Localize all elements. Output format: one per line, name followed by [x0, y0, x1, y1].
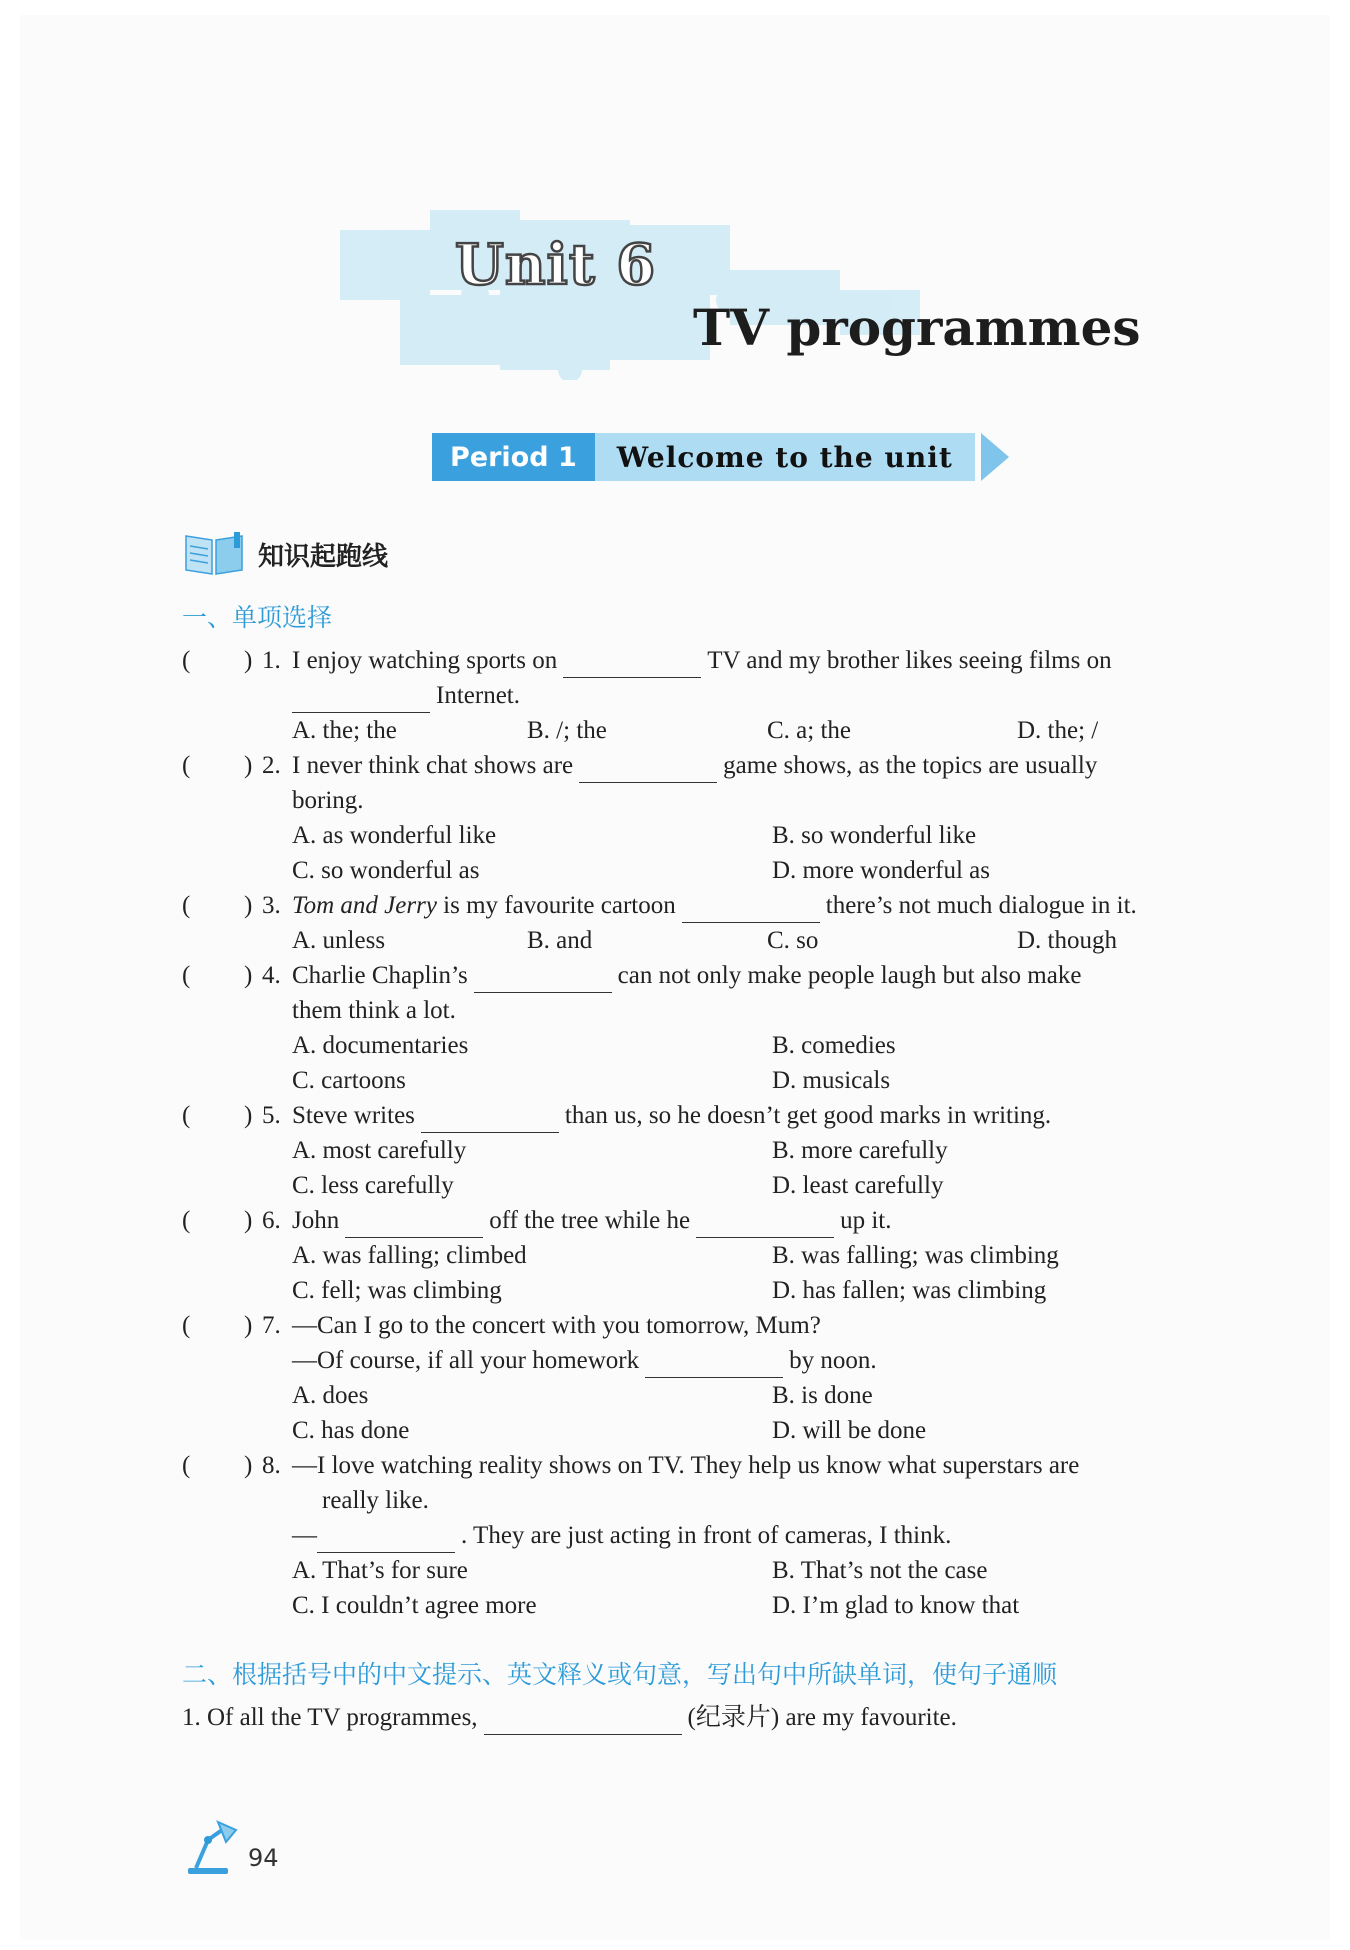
question-number: 7. — [262, 1312, 281, 1339]
question-7: ( ) 7. —Can I go to the concert with you tomorrow, Mum? —Of course, if all your homework by noon. A. does B. is done C. has done D. will be done — [182, 1308, 1202, 1448]
page-footer — [182, 1818, 279, 1876]
question-stem: there’s not much dialogue in it. — [825, 892, 1137, 919]
question-stem: than us, so he doesn’t get good marks in writing. — [564, 1102, 1052, 1129]
answer-blank[interactable] — [696, 1212, 834, 1238]
question-number: 3. — [262, 892, 281, 919]
fill-in-item-1 — [182, 1700, 957, 1735]
question-stem: TV and my brother likes seeing films on — [707, 647, 1112, 674]
answer-blank[interactable] — [682, 897, 820, 923]
section-heading — [182, 530, 388, 578]
option-a[interactable]: A. documentaries — [292, 1032, 469, 1059]
question-stem: them think a lot. — [292, 997, 456, 1024]
option-b[interactable]: B. so wonderful like — [772, 822, 977, 849]
desk-lamp-icon — [182, 1818, 240, 1876]
option-d[interactable]: D. has fallen; was climbing — [772, 1277, 1047, 1304]
question-8: ( ) 8. —I love watching reality shows on TV. They help us know what superstars are really like. — . They are just acting in front of cameras, I think. A. That’s for sure B. That’s not the case C. I couldn’t agree more D. I’m glad to know that — [182, 1448, 1202, 1623]
option-b[interactable]: B. That’s not the case — [772, 1557, 988, 1584]
period-banner — [432, 433, 1009, 481]
option-d[interactable]: D. I’m glad to know that — [772, 1592, 1020, 1619]
question-stem: can not only make people laugh but also make — [617, 962, 1082, 989]
question-stem: —I love watching reality shows on TV. They help us know what superstars are — [292, 1452, 1080, 1479]
option-a[interactable]: A. as wonderful like — [292, 822, 497, 849]
question-stem: up it. — [840, 1207, 892, 1234]
question-6: ( ) 6. John off the tree while he up it. A. was falling; climbed B. was falling; was climbing C. fell; was climbing D. has fallen; was climbing — [182, 1203, 1202, 1308]
fill-in-stem: (纪录片) are my favourite. — [687, 1704, 957, 1731]
question-stem: by noon. — [789, 1347, 877, 1374]
question-stem: Steve writes — [292, 1102, 415, 1129]
option-c[interactable]: C. cartoons — [292, 1067, 406, 1094]
option-c[interactable]: C. fell; was climbing — [292, 1277, 502, 1304]
answer-blank[interactable] — [474, 967, 612, 993]
question-stem: I never think chat shows are — [292, 752, 574, 779]
option-c[interactable]: C. I couldn’t agree more — [292, 1592, 537, 1619]
option-c[interactable]: C. so — [767, 927, 819, 954]
answer-blank[interactable] — [317, 1527, 455, 1553]
question-2: ( ) 2. I never think chat shows are game shows, as the topics are usually boring. A. as wonderful like B. so wonderful like C. so wonderful as D. more wonderful as — [182, 748, 1202, 888]
option-a[interactable]: A. unless — [292, 927, 386, 954]
unit-title: Unit 6 — [455, 232, 657, 298]
question-stem: off the tree while he — [489, 1207, 691, 1234]
answer-blank[interactable] — [421, 1107, 559, 1133]
option-d[interactable]: D. least carefully — [772, 1172, 944, 1199]
question-stem: I enjoy watching sports on — [292, 647, 558, 674]
question-stem: . They are just acting in front of cameras, I think. — [461, 1522, 952, 1549]
answer-blank[interactable] — [563, 652, 701, 678]
question-number: 2. — [262, 752, 281, 779]
question-stem: John — [292, 1207, 340, 1234]
question-stem-italic: Tom and Jerry — [292, 892, 437, 919]
option-a[interactable]: A. the; the — [292, 717, 397, 744]
answer-blank[interactable] — [579, 757, 717, 783]
option-b[interactable]: B. is done — [772, 1382, 873, 1409]
arrow-right-icon — [981, 433, 1009, 481]
option-d[interactable]: D. musicals — [772, 1067, 891, 1094]
option-a[interactable]: A. That’s for sure — [292, 1557, 468, 1584]
question-stem: — — [292, 1522, 317, 1549]
option-b[interactable]: B. was falling; was climbing — [772, 1242, 1059, 1269]
answer-blank[interactable] — [345, 1212, 483, 1238]
answer-blank[interactable] — [484, 1709, 682, 1735]
question-3: ( ) 3. Tom and Jerry is my favourite cartoon there’s not much dialogue in it. A. unless B. and C. so D. though — [182, 888, 1202, 958]
option-c[interactable]: C. so wonderful as — [292, 857, 480, 884]
question-stem: game shows, as the topics are usually — [723, 752, 1098, 779]
period-name: Welcome to the unit — [595, 433, 975, 481]
question-stem: is my favourite cartoon — [443, 892, 676, 919]
open-book-icon — [182, 530, 246, 578]
question-number: 1. — [262, 647, 281, 674]
option-c[interactable]: C. less carefully — [292, 1172, 454, 1199]
option-c[interactable]: C. a; the — [767, 717, 852, 744]
answer-blank[interactable] — [645, 1352, 783, 1378]
page-number: 94 — [248, 1844, 279, 1872]
question-stem: Internet. — [436, 682, 520, 709]
question-stem: —Can I go to the concert with you tomorrow, Mum? — [292, 1312, 821, 1339]
answer-blank[interactable] — [292, 687, 430, 713]
question-number: 6. — [262, 1207, 281, 1234]
option-a[interactable]: A. was falling; climbed — [292, 1242, 527, 1269]
question-4: ( ) 4. Charlie Chaplin’s can not only make people laugh but also make them think a lot. A. documentaries B. comedies C. cartoons D. musicals — [182, 958, 1202, 1098]
question-stem: —Of course, if all your homework — [292, 1347, 640, 1374]
part1-title: 一、单项选择 — [182, 603, 333, 632]
option-d[interactable]: D. though — [1017, 927, 1117, 954]
period-tag: Period 1 — [432, 433, 595, 481]
question-number: 8. — [262, 1452, 281, 1479]
unit-subtitle: TV programmes — [693, 298, 1141, 357]
part2-title: 二、根据括号中的中文提示、英文释义或句意，写出句中所缺单词，使句子通顺 — [182, 1660, 1058, 1689]
option-b[interactable]: B. /; the — [527, 717, 607, 744]
option-d[interactable]: D. more wonderful as — [772, 857, 990, 884]
question-stem: boring. — [292, 787, 364, 814]
option-d[interactable]: D. will be done — [772, 1417, 927, 1444]
section-title: 知识起跑线 — [258, 541, 389, 572]
question-stem: really like. — [322, 1487, 429, 1514]
option-b[interactable]: B. and — [527, 927, 593, 954]
question-number: 4. — [262, 962, 281, 989]
question-number: 5. — [262, 1102, 281, 1129]
question-stem: Charlie Chaplin’s — [292, 962, 468, 989]
option-b[interactable]: B. more carefully — [772, 1137, 948, 1164]
fill-in-stem: 1. Of all the TV programmes, — [182, 1704, 478, 1731]
option-d[interactable]: D. the; / — [1017, 717, 1099, 744]
option-c[interactable]: C. has done — [292, 1417, 410, 1444]
option-a[interactable]: A. most carefully — [292, 1137, 467, 1164]
option-b[interactable]: B. comedies — [772, 1032, 896, 1059]
question-1: ( ) 1. I enjoy watching sports on TV and my brother likes seeing films on Internet. A. the; the B. /; the C. a; the D. the; / — [182, 643, 1202, 748]
question-5: ( ) 5. Steve writes than us, so he doesn’t get good marks in writing. A. most carefully B. more carefully C. less carefully D. least carefully — [182, 1098, 1202, 1203]
option-a[interactable]: A. does — [292, 1382, 369, 1409]
